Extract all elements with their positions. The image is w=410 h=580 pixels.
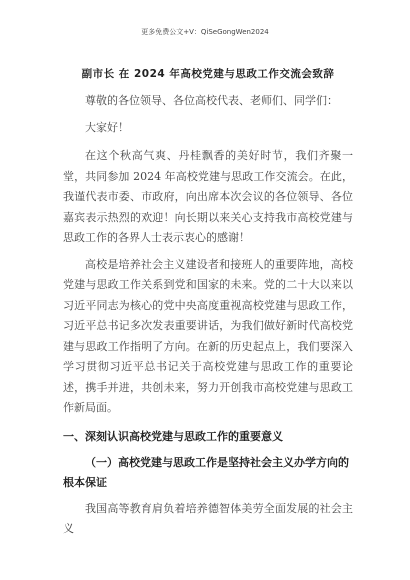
paragraph-2: 高校是培养社会主义建设者和接班人的重要阵地，高校党建与思政工作关系到党和国家的未来。党的二十大以来以习近平同志为核心的党中央高度重视高校党建与思政工作，习近平总书记多次发表重要讲话，为我们做好新时代高校党建与思政工作指明了方向。在新的历史起点上，我们要深入学习贯彻习近平总书记关于高校党建与思政工作的重要论述，携手并进，共创未来，努力开创我市高校党建与思政工作新局面。 [63, 257, 353, 414]
document-title: 副市长 在 2024 年高校党建与思政工作交流会致辞 [81, 68, 335, 80]
document-body [63, 66, 353, 546]
paragraph-1: 在这个秋高气爽、丹桂飘香的美好时节，我们齐聚一堂，共同参加 2024 年高校党建与思政工作交流会。在此，我谨代表市委、市政府，向出席本次会议的各位领导、各位嘉宾表示热烈的欢迎！向长期以来关心支持我市高校党建与思政工作的各界人士表示衷心的感谢！ [63, 149, 353, 244]
subsection-1-heading: （一）高校党建与思政工作是坚持社会主义办学方向的根本保证 [63, 455, 349, 489]
header-notice: 更多免费公文+V：QiSeGongWen2024 [141, 28, 269, 36]
greeting: 尊敬的各位领导、各位高校代表、老师们、同学们： [85, 94, 338, 107]
section-1-heading: 一、深刻认识高校党建与思政工作的重要意义 [63, 429, 283, 443]
salutation: 大家好！ [85, 120, 129, 134]
subsection-1-text: 我国高等教育肩负着培养德智体美劳全面发展的社会主义 [63, 501, 353, 535]
